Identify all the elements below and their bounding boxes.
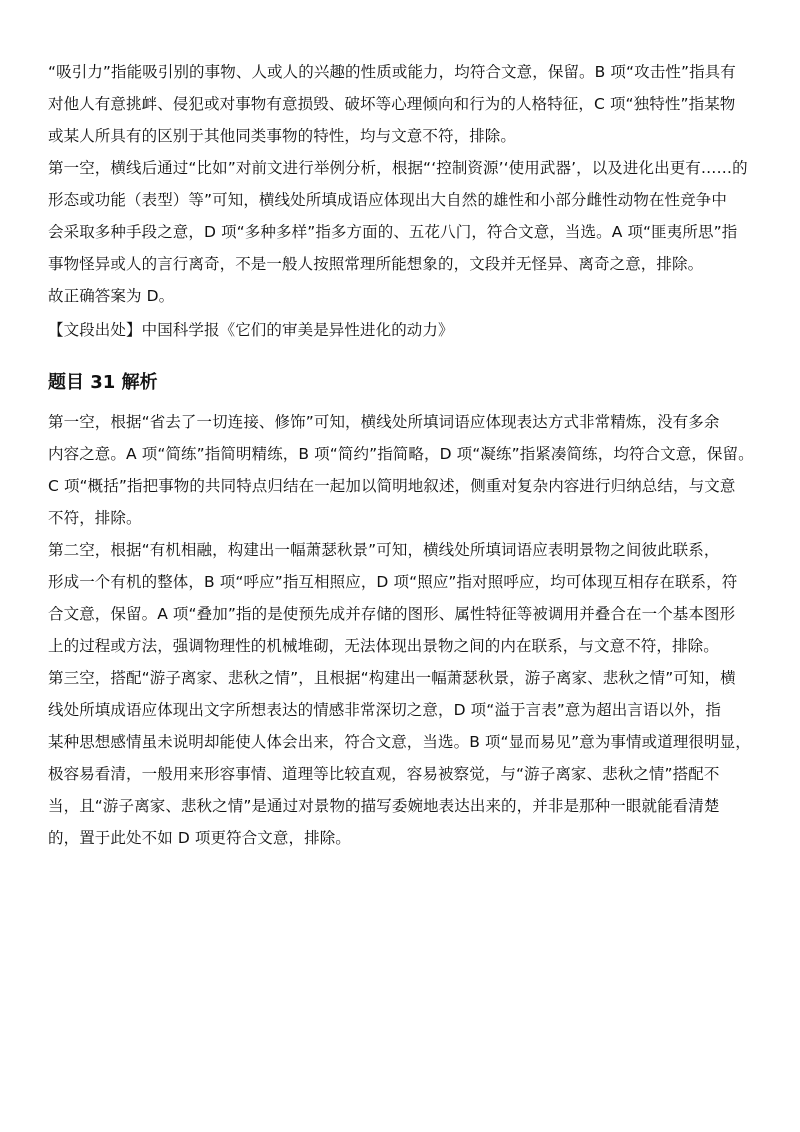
text-line: 形态或功能（表型）等”可知，横线处所填成语应体现出大自然的雄性和小部分雌性动物在性竞争中 xyxy=(48,191,727,209)
text-line: 形成一个有机的整体，B 项“呼应”指互相照应，D 项“照应”指对照呼应，均可体现互相存在联系，符 xyxy=(48,573,738,591)
answer-line: 故正确答案为 D。 xyxy=(48,287,175,305)
document-page xyxy=(48,56,760,854)
text-line: 当，且“游子离家、悲秋之情”是通过对景物的描写委婉地表达出来的，并非是那种一眼就能看清楚 xyxy=(48,797,720,815)
text-line: 事物怪异或人的言行离奇，不是一般人按照常理所能想象的，文段并无怪异、离奇之意，排除。 xyxy=(48,255,704,273)
q31-paragraph-3 xyxy=(48,662,760,854)
text-line: 会采取多种手段之意，D 项“多种多样”指多方面的、五花八门，符合文意，当选。A 项“匪夷所思”指 xyxy=(48,223,738,241)
text-line: 或某人所具有的区别于其他同类事物的特性，均与文意不符，排除。 xyxy=(48,127,517,145)
source-line: 【文段出处】中国科学报《它们的审美是异性进化的动力》 xyxy=(48,321,454,339)
text-line: 的，置于此处不如 D 项更符合文意，排除。 xyxy=(48,829,351,847)
text-line: 对他人有意挑衅、侵犯或对事物有意损毁、破坏等心理倾向和行为的人格特征，C 项“独特性”指某物 xyxy=(48,95,736,113)
text-line: 第三空，搭配“游子离家、悲秋之情”，且根据“构建出一幅萧瑟秋景，游子离家、悲秋之情”可知，横 xyxy=(48,669,736,687)
question-31-heading: 题目 31 解析 xyxy=(48,372,158,393)
prev-paragraph-2 xyxy=(48,152,760,280)
text-line: 合文意，保留。A 项“叠加”指的是使预先成并存储的图形、属性特征等被调用并叠合在一个基本图形 xyxy=(48,605,736,623)
q31-paragraph-2 xyxy=(48,534,760,662)
text-line: 线处所填成语应体现出文字所想表达的情感非常深切之意，D 项“溢于言表”意为超出言语以外，指 xyxy=(48,701,721,719)
text-line: “吸引力”指能吸引别的事物、人或人的兴趣的性质或能力，均符合文意，保留。B 项“攻击性”指具有 xyxy=(48,63,736,81)
text-line: 内容之意。A 项“简练”指简明精练，B 项“简约”指简略，D 项“凝练”指紧凑简练，均符合文意，保留。 xyxy=(48,445,754,463)
text-line: C 项“概括”指把事物的共同特点归结在一起加以简明地叙述，侧重对复杂内容进行归纳总结，与文意 xyxy=(48,477,736,495)
text-line: 第二空，根据“有机相融，构建出一幅萧瑟秋景”可知，横线处所填词语应表明景物之间彼此联系， xyxy=(48,541,720,559)
text-line: 第一空，根据“省去了一切连接、修饰”可知，横线处所填词语应体现表达方式非常精炼，没有多余 xyxy=(48,413,720,431)
text-line: 极容易看清，一般用来形容事情、道理等比较直观，容易被察觉，与“游子离家、悲秋之情”搭配不 xyxy=(48,765,720,783)
text-line: 不符，排除。 xyxy=(48,509,142,527)
prev-paragraph-1 xyxy=(48,56,760,152)
text-line: 某种思想感情虽未说明却能使人体会出来，符合文意，当选。B 项“显而易见”意为事情或道理很明显， xyxy=(48,733,751,751)
text-line: 上的过程或方法，强调物理性的机械堆砌，无法体现出景物之间的内在联系，与文意不符，排除。 xyxy=(48,637,719,655)
text-line: 第一空，横线后通过“比如”对前文进行举例分析，根据“‘控制资源’‘使用武器’，以及进化出更有……的 xyxy=(48,159,748,177)
q31-paragraph-1 xyxy=(48,406,760,534)
